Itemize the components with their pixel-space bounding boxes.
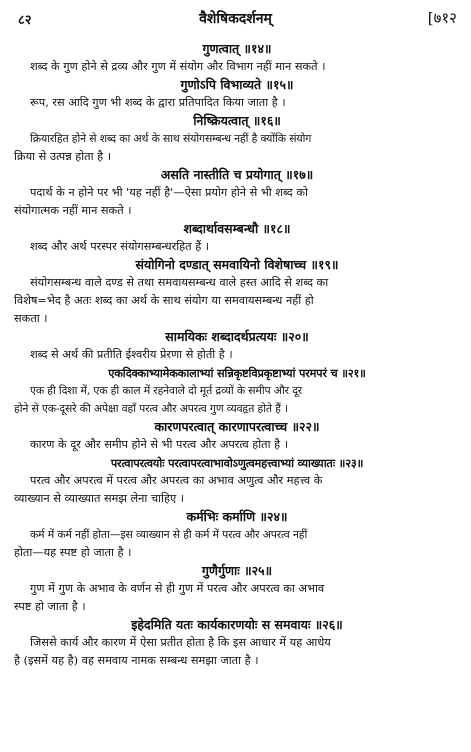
commentary-line: रूप, रस आदि गुण भी शब्द के द्वारा प्रतिपादित किया जाता है । — [30, 96, 286, 109]
commentary-line: कारण के दूर और समीप होने से भी परत्व और अपरत्व होता है । — [30, 438, 288, 451]
commentary-line: विशेष=भेद है अतः शब्द का अर्थ के साथ संयोग या समवायसम्बन्ध नहीं हो — [14, 294, 314, 307]
commentary-line: होता—यह स्पष्ट हो जाता है । — [14, 546, 132, 559]
commentary-line: कर्म में कर्म नहीं होता—इस व्याख्यान से ही कर्म में परत्व और अपरत्व नहीं — [30, 528, 308, 541]
sutra-heading: कर्मभिः कर्माणि ॥२४॥ — [186, 509, 288, 524]
commentary-line: परत्व और अपरत्व में परत्व और अपरत्व का अभाव अणुत्व और महत्त्व के — [30, 474, 323, 487]
commentary-line: जिससे कार्य और कारण में ऐसा प्रतीत होता है कि इस आधार में यह आधेय — [30, 636, 331, 649]
sutra-heading: इहेदमिति यतः कार्यकारणयोः स समवायः ॥२६॥ — [131, 617, 343, 632]
commentary-line: संयोगात्मक नहीं मान सकते । — [14, 204, 132, 217]
sutra-heading: कारणपरत्वात् कारणापरत्वाच्च ॥२२॥ — [154, 419, 320, 434]
commentary-line: है (इसमें यह है) वह समवाय नामक सम्बन्ध समझा जाता है । — [14, 654, 259, 667]
commentary-line: संयोगसम्बन्ध वाले दण्ड से तथा समवायसम्बन्ध वाले हस्त आदि से शब्द का — [30, 276, 329, 289]
commentary-line: शब्द से अर्थ की प्रतीति ईश्वरीय प्रेरणा से होती है । — [30, 348, 233, 361]
sutra-heading: असति नास्तीति च प्रयोगात् ॥१७॥ — [160, 167, 314, 182]
sutra-heading: गुणोऽपि विभाव्यते ॥१५॥ — [180, 77, 294, 92]
commentary-line: स्पष्ट हो जाता है । — [14, 600, 86, 613]
page-number: ८२ — [18, 13, 32, 28]
commentary-line: क्रिया से उत्पन्न होता है । — [14, 150, 111, 163]
commentary-line: शब्द के गुण होने से द्रव्य और गुण में संयोग और विभाग नहीं मान सकते । — [30, 60, 326, 73]
sutra-heading: संयोगिनो दण्डात् समवायिनो विशेषाच्च ॥१९॥ — [135, 257, 339, 272]
commentary-line: एक ही दिशा में, एक ही काल में रहनेवाले दो मूर्त द्रव्यों के समीप और दूर — [30, 384, 303, 397]
page-body — [14, 40, 460, 670]
sutra-heading: शब्दार्थावसम्बन्धौ ॥१८॥ — [183, 221, 291, 236]
sutra-heading: निष्क्रियत्वात् ॥१६॥ — [193, 113, 281, 128]
sutra-heading: एकदिक्काभ्यामेककालाभ्यां सन्निकृष्टविप्रकृष्टाभ्यां परमपरं च ॥२१॥ — [108, 366, 366, 380]
page-header — [0, 8, 471, 32]
sutra-heading: परत्वापरत्वयोः परत्वापरत्वाभावोऽणुत्वमहत्त्वाभ्यां व्याख्यातः ॥२३॥ — [110, 456, 364, 470]
sutra-heading: गुणत्वात् ॥१४॥ — [202, 41, 272, 56]
commentary-line: व्याख्यान से व्याख्यात समझ लेना चाहिए । — [14, 492, 185, 505]
commentary-line: क्रियारहित होने से शब्द का अर्थ के साथ संयोगसम्बन्ध नहीं है क्योंकि संयोग — [30, 132, 312, 145]
page-mark: [७१२ — [427, 9, 457, 27]
commentary-line: होने से एक-दूसरे की अपेक्षा वहाँ परत्व और अपरत्व गुण व्यवहृत होते हैं । — [14, 402, 288, 415]
commentary-line: गुण में गुण के अभाव के वर्णन से ही गुण में परत्व और अपरत्व का अभाव — [30, 582, 325, 595]
sutra-heading: सामयिकः शब्दादर्थप्रत्ययः ॥२०॥ — [165, 329, 309, 344]
commentary-line: सकता । — [14, 312, 48, 325]
page-title: वैशेषिकदर्शनम् — [199, 11, 272, 27]
commentary-line: पदार्थ के न होने पर भी 'यह नहीं है'—ऐसा प्रयोग होने से भी शब्द को — [30, 186, 308, 199]
sutra-heading: गुणैर्गुणाः ॥२५॥ — [201, 563, 273, 578]
commentary-line: शब्द और अर्थ परस्पर संयोगसम्बन्धरहित हैं । — [30, 240, 210, 253]
